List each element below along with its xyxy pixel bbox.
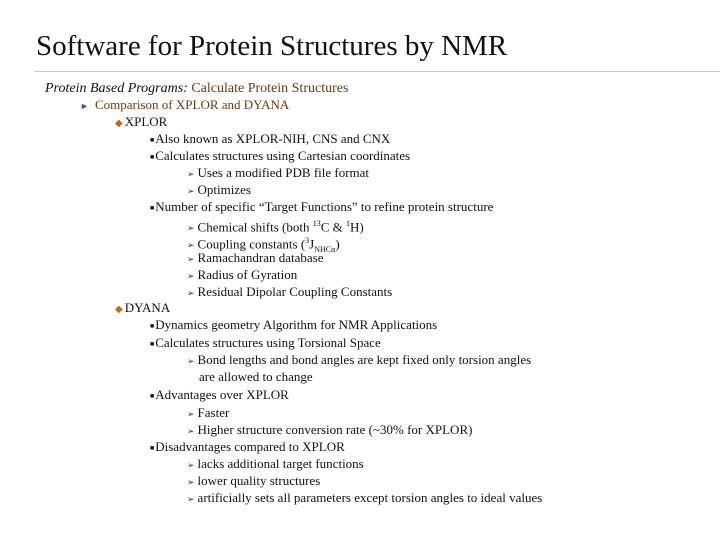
- list-item: [187, 182, 251, 199]
- list-item-text: Advantages over XPLOR: [155, 387, 289, 402]
- list-item-text: Faster: [197, 405, 230, 420]
- list-item-text: Dynamics geometry Algorithm for NMR Applications: [155, 317, 438, 332]
- list-item-xplor: [115, 114, 167, 132]
- arrow-bullet-icon: ➢: [187, 409, 195, 419]
- list-item: [150, 148, 410, 166]
- arrow-bullet-icon: ➢: [187, 288, 195, 298]
- arrow-bullet-icon: ➢: [187, 271, 195, 281]
- list-item: [150, 387, 289, 405]
- arrow-bullet-icon: ➢: [187, 494, 195, 504]
- dot-bullet-icon: ■: [150, 136, 155, 144]
- comparison-text: Comparison of XPLOR and DYANA: [95, 97, 290, 112]
- list-item: [187, 284, 392, 301]
- chem-post: H): [350, 219, 364, 235]
- chem-mid: C &: [320, 219, 347, 235]
- arrow-bullet-icon: ➢: [187, 460, 195, 470]
- list-item: [150, 131, 390, 149]
- list-item: [150, 199, 493, 217]
- list-item-comparison: [80, 97, 289, 114]
- arrow-bullet-icon: ➢: [187, 477, 195, 487]
- dot-bullet-icon: ■: [150, 392, 155, 400]
- list-item-text: are allowed to change: [199, 369, 313, 384]
- list-item-text: Number of specific “Target Functions” to refine protein structure: [155, 199, 494, 214]
- slide-title: Software for Protein Structures by NMR: [36, 30, 508, 62]
- coupling-post: ): [335, 236, 340, 252]
- dot-bullet-icon: ■: [150, 444, 155, 452]
- diamond-bullet-icon: ◆: [115, 304, 123, 315]
- coupling-text: Coupling constants (: [197, 236, 306, 252]
- list-item: [187, 250, 324, 267]
- arrow-bullet-icon: ➢: [187, 426, 195, 436]
- list-item-continuation: [199, 369, 313, 385]
- arrow-bullet-icon: ➢: [187, 223, 195, 234]
- list-item: [187, 405, 229, 422]
- xplor-label: XPLOR: [124, 114, 168, 129]
- triangle-bullet-icon: ►: [80, 101, 89, 111]
- list-item: [187, 165, 369, 182]
- arrow-bullet-icon: ➢: [187, 169, 195, 179]
- list-item-text: Higher structure conversion rate (~30% for XPLOR): [197, 422, 473, 437]
- chem-sup-1: 1: [346, 219, 351, 228]
- list-item-text: Radius of Gyration: [197, 267, 298, 282]
- dot-bullet-icon: ■: [150, 153, 155, 161]
- arrow-bullet-icon: ➢: [187, 356, 195, 366]
- list-item-text: artificially sets all parameters except torsion angles to ideal values: [197, 490, 543, 505]
- chem-sup-13: 13: [312, 219, 321, 228]
- coupling-sup: 3: [305, 236, 310, 245]
- title-divider: [34, 71, 720, 72]
- arrow-bullet-icon: ➢: [187, 240, 195, 251]
- list-item: [187, 456, 364, 473]
- list-item-text: Also known as XPLOR-NIH, CNS and CNX: [155, 131, 391, 146]
- list-item: [150, 335, 381, 353]
- list-item-text: Ramachandran database: [197, 250, 324, 265]
- list-item-dyana: [115, 300, 170, 318]
- list-item-text: Bond lengths and bond angles are kept fixed only torsion angles: [197, 352, 532, 367]
- dot-bullet-icon: ■: [150, 322, 155, 330]
- chem-text: Chemical shifts (both: [197, 219, 313, 235]
- subtitle-rest: Calculate Protein Structures: [187, 81, 349, 96]
- list-item: [187, 473, 320, 490]
- list-item: [187, 490, 542, 507]
- list-item-text: lower quality structures: [197, 473, 321, 488]
- list-item: [187, 352, 531, 369]
- dyana-label: DYANA: [124, 300, 171, 315]
- list-item-text: Uses a modified PDB file format: [197, 165, 370, 180]
- list-item: [187, 267, 297, 284]
- diamond-bullet-icon: ◆: [115, 118, 123, 129]
- list-item-text: Calculates structures using Torsional Space: [155, 335, 381, 350]
- dot-bullet-icon: ■: [150, 204, 155, 212]
- coupling-j: J: [309, 236, 315, 252]
- list-item-text: Optimizes: [197, 182, 251, 197]
- list-item-text: Residual Dipolar Coupling Constants: [197, 284, 393, 299]
- coupling-sub: NHCα: [314, 244, 336, 254]
- list-item: [150, 317, 437, 335]
- list-item-text: Calculates structures using Cartesian coordinates: [155, 148, 411, 163]
- arrow-bullet-icon: ➢: [187, 186, 195, 196]
- list-item-text: lacks additional target functions: [197, 456, 364, 471]
- dot-bullet-icon: ■: [150, 340, 155, 348]
- list-item-text: Disadvantages compared to XPLOR: [155, 439, 345, 454]
- arrow-bullet-icon: ➢: [187, 254, 195, 264]
- list-item: [187, 422, 472, 439]
- subtitle-italic: Protein Based Programs:: [45, 81, 188, 96]
- subtitle: [45, 80, 348, 98]
- list-item: [150, 439, 345, 457]
